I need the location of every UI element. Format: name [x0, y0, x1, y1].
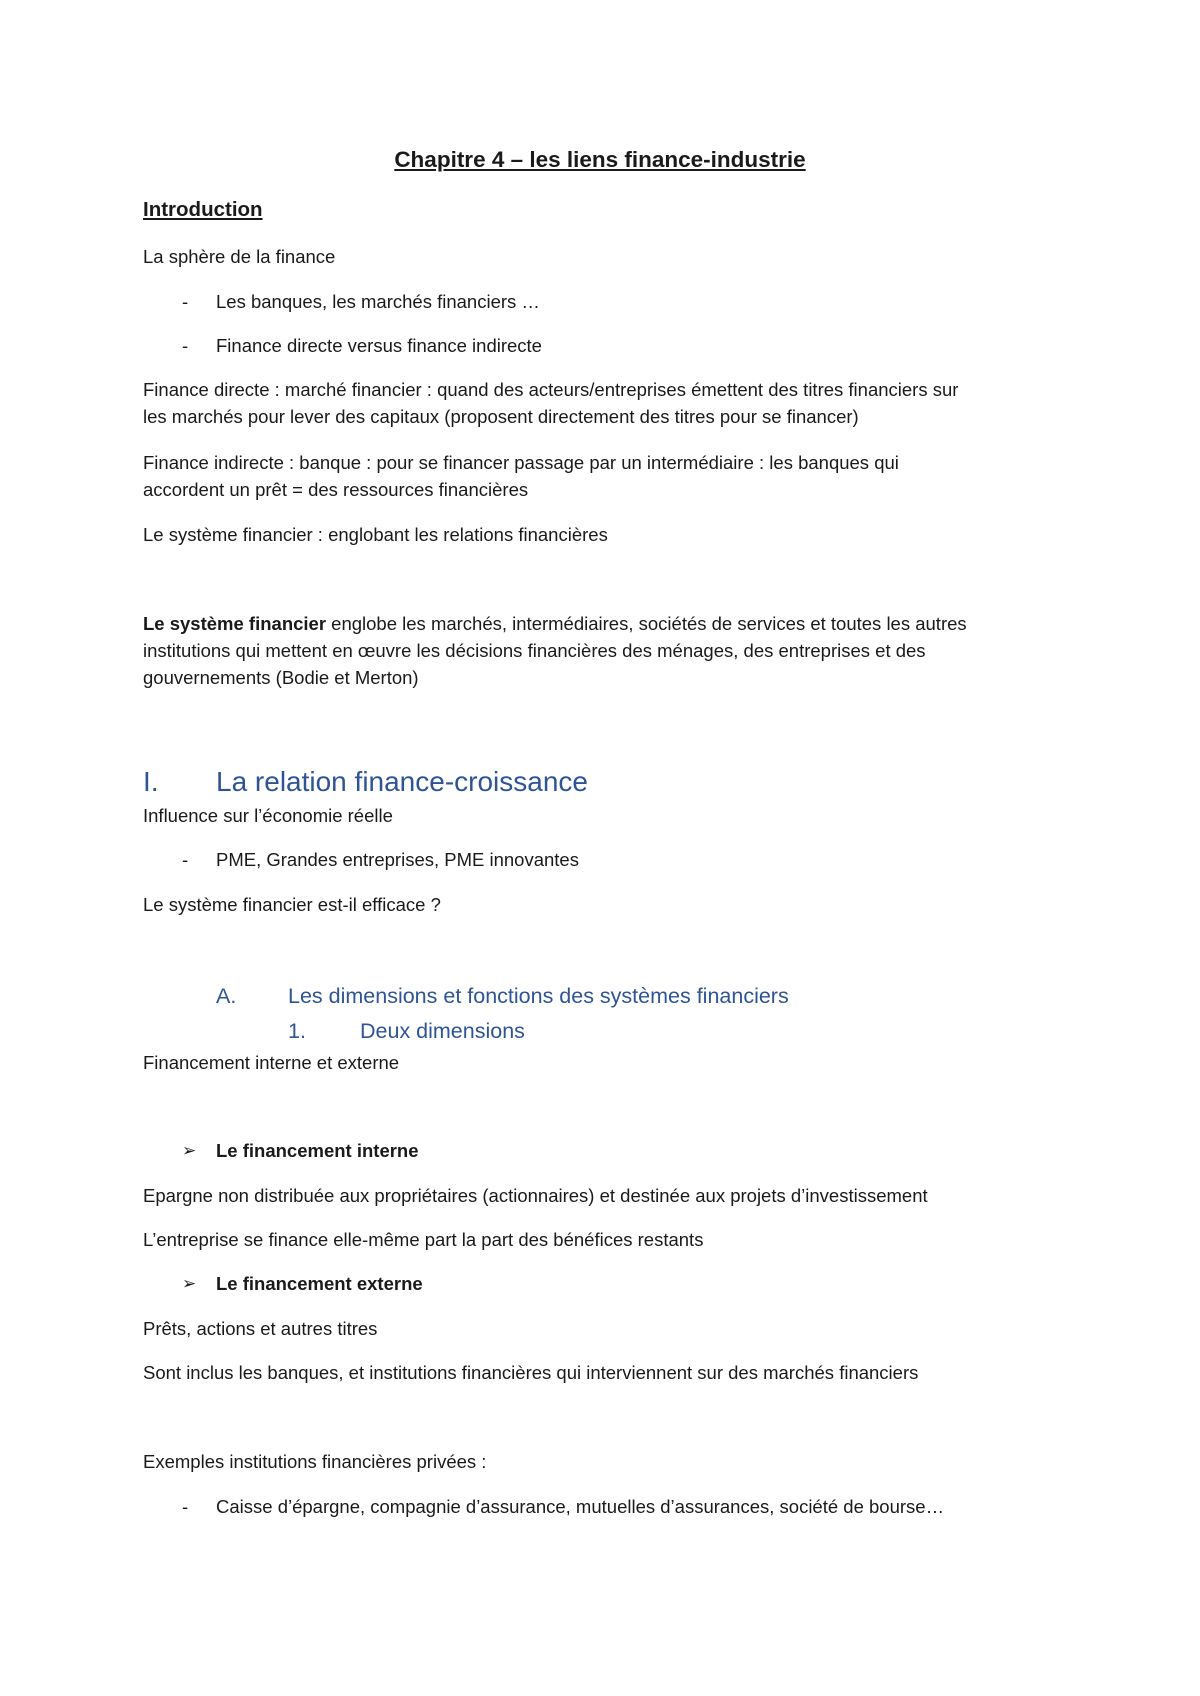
- chapter-title: Chapitre 4 – les liens finance-industrie: [394, 147, 806, 172]
- bullet-dash: -: [182, 335, 189, 356]
- bullet-dash: -: [182, 291, 189, 312]
- exemples-line: Exemples institutions financières privées :: [143, 1451, 487, 1472]
- definition-line-3: gouvernements (Bodie et Merton): [143, 667, 419, 688]
- financement-externe-heading: Le financement externe: [216, 1273, 423, 1294]
- list-item: Les banques, les marchés financiers …: [216, 291, 540, 312]
- systeme-financier-line: Le système financier : englobant les relations financières: [143, 524, 608, 545]
- introduction-heading: Introduction: [143, 198, 263, 221]
- sphere-paragraph: La sphère de la finance: [143, 246, 336, 267]
- definition-term: Le système financier: [143, 613, 327, 634]
- section-a-heading: Les dimensions et fonctions des systèmes financiers: [288, 984, 789, 1008]
- definition-line-1: [143, 610, 967, 637]
- finance-directe-line-2: les marchés pour lever des capitaux (proposent directement des titres pour se financer): [143, 406, 859, 427]
- subsection-1-heading: Deux dimensions: [360, 1019, 525, 1043]
- arrow-bullet-icon: ➢: [182, 1141, 197, 1160]
- interne-line-1: Epargne non distribuée aux propriétaires (actionnaires) et destinée aux projets d’investissement: [143, 1185, 928, 1206]
- financement-interne-heading: Le financement interne: [216, 1140, 419, 1161]
- finance-indirecte-line-2: accordent un prêt = des ressources financières: [143, 479, 529, 500]
- subsection-1-number: 1.: [288, 1019, 306, 1043]
- bullet-dash: -: [182, 1496, 189, 1517]
- definition-text: englobe les marchés, intermédiaires, sociétés de services et toutes les autres: [326, 613, 967, 634]
- definition-line-2: institutions qui mettent en œuvre les décisions financières des ménages, des entreprises et des: [143, 640, 926, 661]
- externe-line-2: Sont inclus les banques, et institutions financières qui interviennent sur des marchés financiers: [143, 1362, 919, 1383]
- influence-line: Influence sur l’économie réelle: [143, 805, 393, 826]
- arrow-bullet-icon: ➢: [182, 1274, 197, 1293]
- question-line: Le système financier est-il efficace ?: [143, 894, 441, 915]
- list-item: PME, Grandes entreprises, PME innovantes: [216, 849, 579, 870]
- list-item: Finance directe versus finance indirecte: [216, 335, 542, 356]
- section-a-number: A.: [216, 984, 237, 1008]
- interne-line-2: L’entreprise se finance elle-même part la part des bénéfices restants: [143, 1229, 704, 1250]
- finance-indirecte-line-1: Finance indirecte : banque : pour se financer passage par un intermédiaire : les banques qui: [143, 452, 899, 473]
- financement-line: Financement interne et externe: [143, 1052, 400, 1073]
- list-item: Caisse d’épargne, compagnie d’assurance, mutuelles d’assurances, société de bourse…: [216, 1496, 945, 1517]
- section-1-number: I.: [143, 766, 159, 797]
- finance-directe-line-1: Finance directe : marché financier : quand des acteurs/entreprises émettent des titres financiers sur: [143, 379, 959, 400]
- section-1-heading: La relation finance-croissance: [216, 766, 588, 797]
- externe-line-1: Prêts, actions et autres titres: [143, 1318, 378, 1339]
- bullet-dash: -: [182, 849, 189, 870]
